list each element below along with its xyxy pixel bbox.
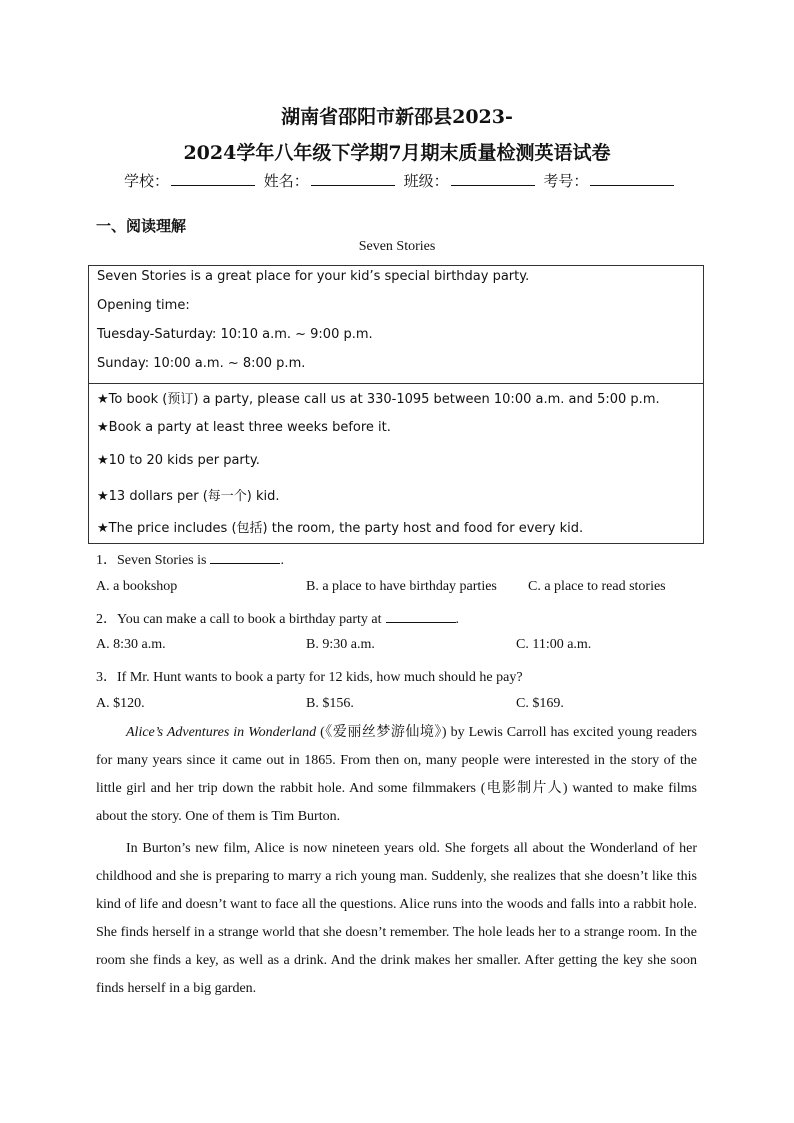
notice-divider	[89, 383, 703, 384]
school-blank[interactable]	[171, 173, 255, 186]
question-stem: 2．You can make a call to book a birthday party at	[96, 612, 382, 627]
passage-paragraph-1	[96, 719, 697, 831]
option-b[interactable]: B. $156.	[306, 696, 354, 711]
name-blank[interactable]	[311, 173, 395, 186]
notice-rule: ★The price includes (包括) the room, the party host and food for every kid.	[97, 521, 584, 536]
student-info-row	[124, 170, 678, 191]
option-c[interactable]: C. 11:00 a.m.	[516, 637, 592, 652]
option-a[interactable]: A. a bookshop	[96, 579, 178, 594]
notice-rule: ★10 to 20 kids per party.	[97, 453, 260, 468]
answer-blank[interactable]	[210, 552, 280, 564]
school-label: 学校：	[124, 172, 170, 190]
question-3	[96, 666, 523, 686]
option-c[interactable]: C. a place to read stories	[528, 579, 666, 594]
option-b[interactable]: B. 9:30 a.m.	[306, 637, 375, 652]
exam-title-line1: 湖南省邵阳市新邵县2023-	[281, 106, 513, 128]
notice-line: Sunday: 10:00 a.m. ~ 8:00 p.m.	[97, 356, 306, 371]
notice-rule: ★To book (预订) a party, please call us at 330-1095 between 10:00 a.m. and 5:00 p.m.	[97, 392, 660, 407]
option-a[interactable]: A. $120.	[96, 696, 145, 711]
question-stem: 3．If Mr. Hunt wants to book a party for 12 kids, how much should he pay?	[96, 670, 523, 685]
paragraph-text: (《爱丽丝梦游仙境》) by Lewis Carroll has excited young readers for many years since it came out in 1865. From then on, many people were interested in the story of the little girl and her trip down the rabbit hole. And some filmmakers (电影制片人) wanted to make films about the story. One of them is Tim Burton.	[96, 725, 697, 824]
passage-paragraph-2	[96, 835, 697, 1003]
notice-line: Tuesday-Saturday: 10:10 a.m. ~ 9:00 p.m.	[97, 327, 373, 342]
notice-rule: ★Book a party at least three weeks before it.	[97, 420, 391, 435]
section-heading: 一、阅读理解	[96, 217, 187, 235]
notice-line: Seven Stories is a great place for your kid’s special birthday party.	[97, 269, 530, 284]
answer-blank[interactable]	[386, 611, 456, 623]
exam-title-line2: 2024学年八年级下学期7月期末质量检测英语试卷	[183, 142, 611, 164]
book-title: Alice’s Adventures in Wonderland	[126, 725, 317, 740]
number-blank[interactable]	[590, 173, 674, 186]
name-label: 姓名：	[263, 172, 309, 190]
question-stem: 1．Seven Stories is	[96, 553, 207, 568]
notice-line: Opening time:	[97, 298, 190, 313]
notice-rule: ★13 dollars per (每一个) kid.	[97, 489, 280, 504]
notice-box	[88, 265, 704, 544]
question-2: 2．You can make a call to book a birthday party at .	[96, 612, 460, 627]
paragraph-text: In Burton’s new film, Alice is now nineteen years old. She forgets all about the Wonderland of her childhood and she is preparing to marry a rich young man. Suddenly, she realizes that she doesn’t like this kind of life and doesn’t want to face all the questions. Alice runs into the woods and falls into a rabbit hole. She finds herself in a strange world that she doesn’t remember. The hole leads her to a strange room. In the room she finds a key, as well as a drink. And the drink makes her smaller. After getting the key she soon finds herself in a big garden.	[96, 841, 697, 996]
class-label: 班级：	[403, 172, 449, 190]
option-b[interactable]: B. a place to have birthday parties	[306, 579, 497, 594]
question-1: 1．Seven Stories is .	[96, 553, 284, 568]
notice-title: Seven Stories	[358, 239, 436, 254]
class-blank[interactable]	[451, 173, 535, 186]
number-label: 考号：	[543, 172, 589, 190]
option-c[interactable]: C. $169.	[516, 696, 564, 711]
option-a[interactable]: A. 8:30 a.m.	[96, 637, 166, 652]
